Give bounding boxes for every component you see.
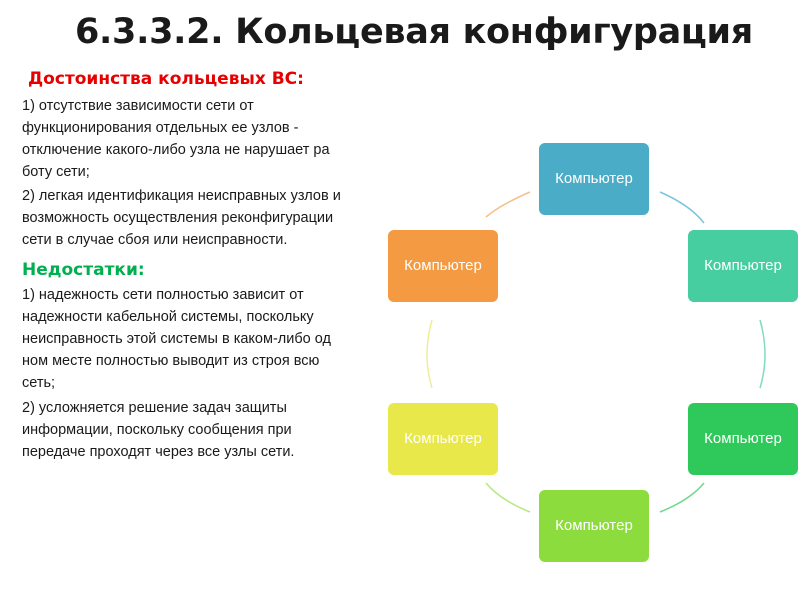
text-line: отключение какого-либо узла не нарушает ра [22, 142, 330, 158]
computer-node-label: Компьютер [704, 257, 782, 274]
text-line: сеть; [22, 375, 56, 391]
computer-node-upper-right [688, 230, 798, 302]
advantages-heading: Достоинства кольцевых ВС: [28, 69, 304, 89]
ring-connector [427, 320, 432, 388]
ring-connector [486, 483, 530, 512]
computer-node-bottom [539, 490, 649, 562]
text-line: сети в случае сбоя или неисправности. [22, 232, 288, 248]
text-line: 2) легкая идентификация неисправных узлов и [22, 188, 341, 204]
computer-node-upper-left [388, 230, 498, 302]
text-line: информации, поскольку сообщения при [22, 422, 292, 438]
text-line: возможность осуществления реконфигурации [22, 210, 334, 226]
text-line: боту сети; [22, 164, 90, 180]
text-line: 2) усложняется решение задач защиты [22, 400, 287, 416]
computer-node-label: Компьютер [404, 430, 482, 447]
text-line: 1) надежность сети полностью зависит от [22, 287, 304, 303]
text-line: ном месте полностью выводит из строя всю [22, 353, 320, 369]
text-line: функционирования отдельных ее узлов - [22, 120, 299, 136]
disadvantages-heading: Недостатки: [22, 260, 145, 280]
computer-node-lower-right [688, 403, 798, 475]
text-line: надежности кабельной системы, поскольку [22, 309, 314, 325]
computer-node-label: Компьютер [704, 430, 782, 447]
text-line: 1) отсутствие зависимости сети от [22, 98, 254, 114]
ring-connector [486, 192, 530, 217]
computer-node-label: Компьютер [555, 517, 633, 534]
computer-node-lower-left [388, 403, 498, 475]
slide-title: 6.3.3.2. Кольцевая конфигурация [75, 12, 753, 52]
computer-node-top [539, 143, 649, 215]
ring-connector [660, 483, 704, 512]
computer-node-label: Компьютер [555, 170, 633, 187]
ring-connector [760, 320, 765, 388]
text-line: неисправность этой системы в каком-либо од [22, 331, 331, 347]
text-line: передаче проходят через все узлы сети. [22, 444, 295, 460]
computer-node-label: Компьютер [404, 257, 482, 274]
ring-connector [660, 192, 704, 223]
